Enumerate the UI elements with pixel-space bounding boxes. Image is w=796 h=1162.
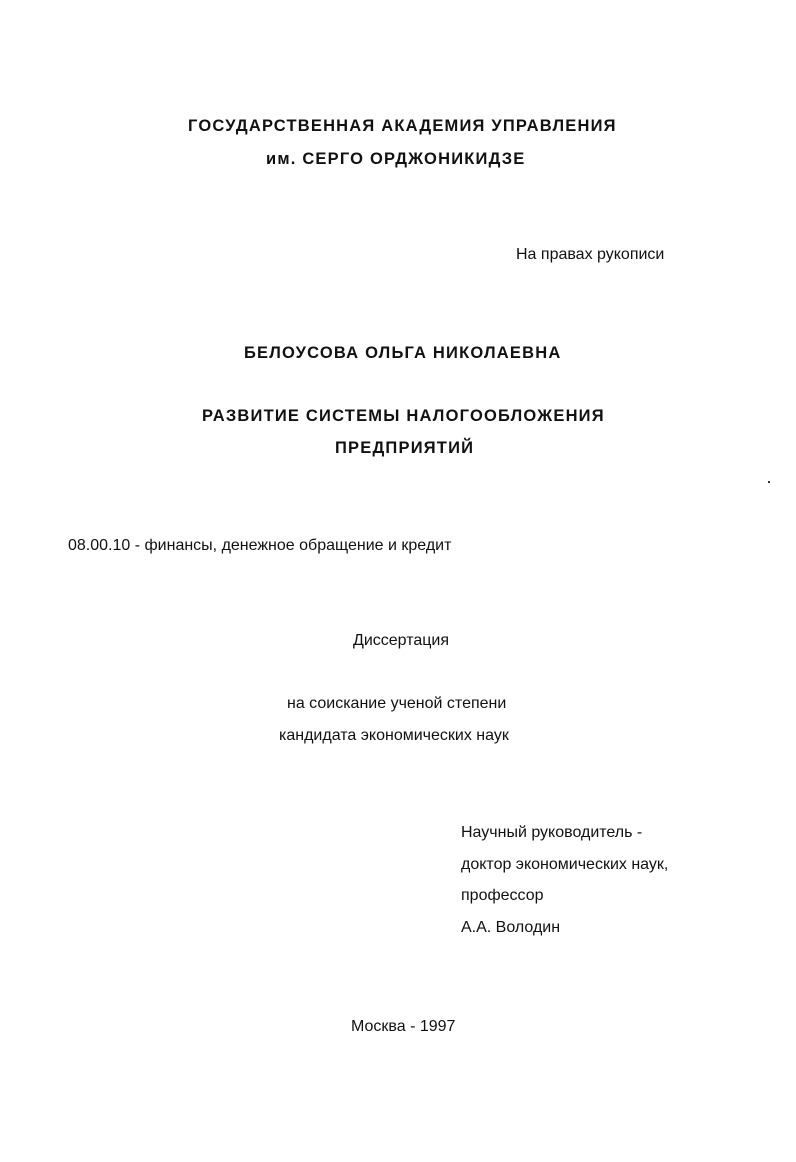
- supervisor-title: профессор: [461, 887, 544, 904]
- degree-line-1: на соискание ученой степени: [287, 695, 507, 712]
- institution-line-2: им. СЕРГО ОРДЖОНИКИДЗЕ: [266, 150, 526, 168]
- place-year: Москва - 1997: [351, 1018, 456, 1035]
- degree-line-2: кандидата экономических наук: [279, 727, 509, 744]
- dissertation-title-line-1: РАЗВИТИЕ СИСТЕМЫ НАЛОГООБЛОЖЕНИЯ: [202, 407, 605, 425]
- dissertation-title-line-2: ПРЕДПРИЯТИЙ: [335, 439, 475, 457]
- supervisor-degree: доктор экономических наук,: [461, 856, 669, 873]
- supervisor-role: Научный руководитель -: [461, 824, 643, 841]
- supervisor-name: А.А. Володин: [461, 919, 561, 936]
- work-type: Диссертация: [353, 632, 450, 649]
- scan-speck: [768, 481, 770, 483]
- institution-line-1: ГОСУДАРСТВЕННАЯ АКАДЕМИЯ УПРАВЛЕНИЯ: [188, 117, 617, 135]
- manuscript-note: На правах рукописи: [516, 246, 665, 263]
- author-name: БЕЛОУСОВА ОЛЬГА НИКОЛАЕВНА: [244, 344, 562, 362]
- specialty-code: 08.00.10 - финансы, денежное обращение и кредит: [68, 537, 452, 554]
